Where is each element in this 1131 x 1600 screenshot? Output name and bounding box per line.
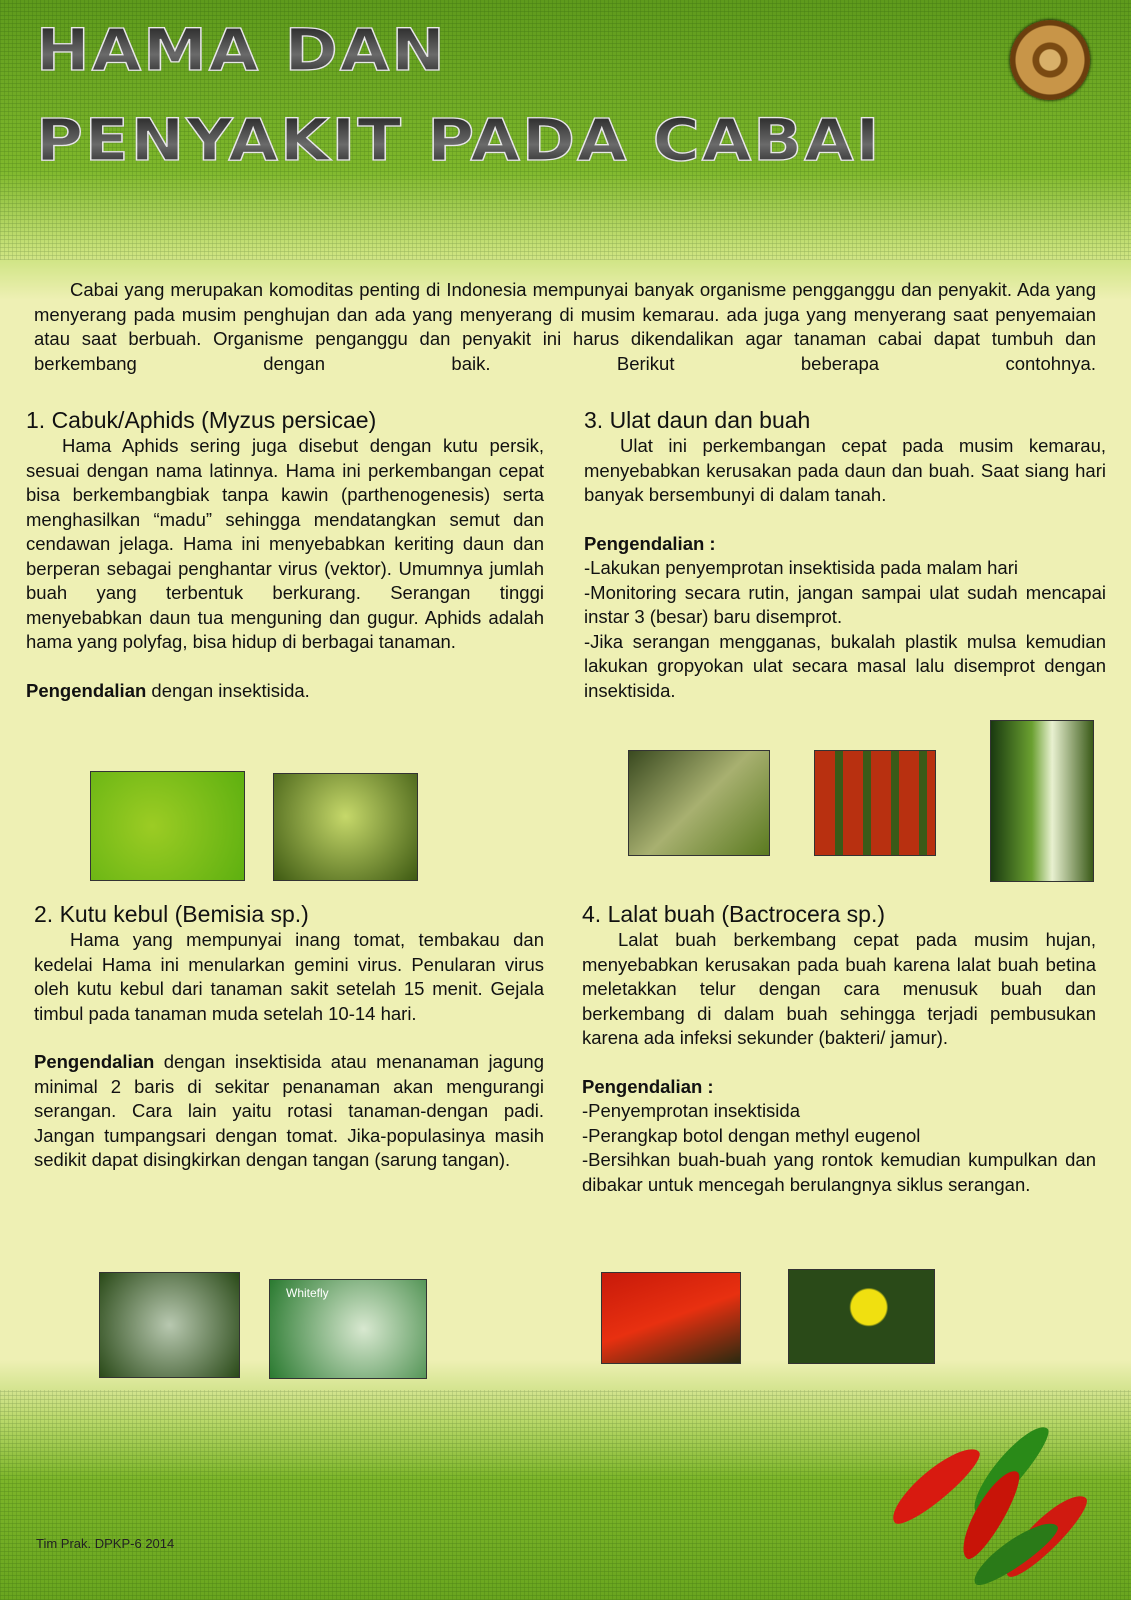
control-label: Pengendalian : [582,1075,714,1097]
section-heading: 4. Lalat buah (Bactrocera sp.) [582,901,885,927]
control-text: dengan insektisida atau menanaman jagung minimal 2 baris di sekitar penanaman akan mengurangi serangan. Cara lain yaitu rotasi tanaman-dengan padi. Jangan tumpangsari dengan tomat. Jika-populasinya masih sedikit dapat disingkirkan dengan tangan (sarung tangan). [34,1051,544,1170]
section-whitefly [34,900,544,1173]
title-line-1: HAMA DAN [36,18,447,85]
damaged-chili-photo [814,750,936,856]
section-aphids [26,406,544,703]
title-line-2: PENYAKIT PADA CABAI [36,108,882,175]
section-caterpillar [584,406,1106,703]
whitefly-label: Whitefly [286,1286,329,1300]
control-item: -Jika serangan mengganas, bukalah plastik mulsa kemudian lakukan gropyokan ulat secara masal lalu disemprot dengan insektisida. [584,630,1106,701]
caterpillar-photo [628,750,770,856]
control-label: Pengendalian [34,1051,155,1072]
bottom-texture [0,1390,1131,1600]
section-body: Hama yang mempunyai inang tomat, tembakau dan kedelai Hama ini menularkan gemini virus. Penularan virus oleh kutu kebul dari tanaman sakit setelah 15 menit. Gejala timbul pada tanaman muda setelah 10-14 hari. [34,929,544,1024]
section-heading: 2. Kutu kebul (Bemisia sp.) [34,901,309,927]
control-line [26,679,544,704]
aphids-photo-2 [273,773,418,881]
intro-paragraph: Cabai yang merupakan komoditas penting di Indonesia mempunyai banyak organisme pengganggu dan penyakit. Ada yang menyerang pada musim penghujan dan ada yang menyerang di musim kemarau. ada juga yang menyerang saat penyemaian atau saat berbuah. Organisme penganggu dan penyakit ini harus dikendalikan agar tanaman cabai dapat tumbuh dan berkembang dengan baik. Berikut beberapa contohnya. [34,279,1096,374]
control-item: -Bersihkan buah-buah yang rontok kemudian kumpulkan dan dibakar untuk mencegah berulangnya siklus serangan. [582,1149,1096,1195]
fruitfly-photo [601,1272,741,1364]
whitefly-leaf-photo [99,1272,240,1378]
control-label: Pengendalian [26,679,147,701]
control-line [34,1050,544,1173]
section-body: Lalat buah berkembang cepat pada musim hujan, menyebabkan kerusakan pada buah karena lalat buah betina meletakkan telur dengan cara menusuk buah dan berkembang di dalam buah sehingga terjadi pembusukan karena ada infeksi sekunder (bakteri/ jamur). [582,929,1096,1048]
aphids-photo-1 [90,771,245,881]
control-item: -Penyemprotan insektisida [582,1100,800,1121]
section-body: Ulat ini perkembangan cepat pada musim kemarau, menyebabkan kerusakan pada daun dan buah. Saat siang hari banyak bersembunyi di dalam tanah. [584,435,1106,505]
university-logo [1010,20,1090,100]
whitefly-closeup-photo [269,1279,427,1379]
section-fruitfly [582,900,1096,1197]
control-text: dengan insektisida. [146,679,310,701]
control-label: Pengendalian : [584,532,716,554]
chili-interior-photo [990,720,1094,882]
footer-credit: Tim Prak. DPKP-6 2014 [36,1536,175,1551]
control-item: -Lakukan penyemprotan insektisida pada malam hari [584,557,1018,578]
yellow-trap-photo [788,1269,935,1364]
section-body: Hama Aphids sering juga disebut dengan kutu persik, sesuai dengan nama latinnya. Hama ini perkembangan cepat bisa berkembangbiak tanpa kawin (parthenogenesis) serta menghasilkan “madu” sehingga mendatangkan semut dan cendawan jelaga. Hama ini menyebabkan keriting daun dan berperan sebagai penghantar virus (vektor). Umumnya jumlah buah yang terbentuk berkurang. Serangan tinggi menyebabkan daun tua menguning dan gugur. Aphids adalah hama yang polyfag, bisa hidup di berbagai tanaman. [26,435,544,652]
control-item: -Monitoring secara rutin, jangan sampai ulat sudah mencapai instar 3 (besar) baru disemprot. [584,581,1106,627]
section-heading: 3. Ulat daun dan buah [584,407,811,433]
control-item: -Perangkap botol dengan methyl eugenol [582,1124,921,1146]
section-heading: 1. Cabuk/Aphids (Myzus persicae) [26,407,377,433]
